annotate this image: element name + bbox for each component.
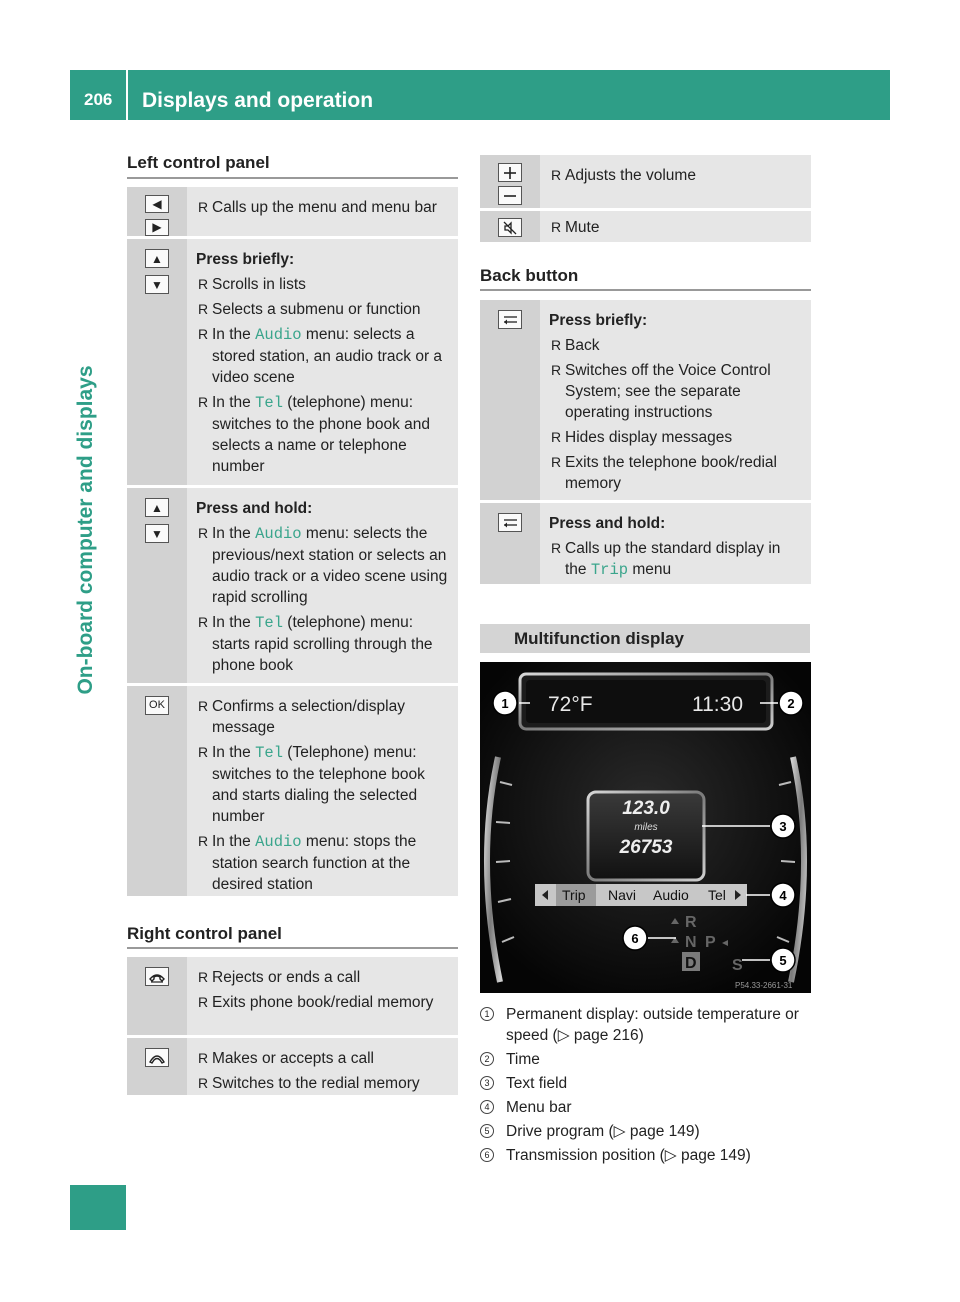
temperature-readout: 72°F xyxy=(548,693,593,716)
list-item xyxy=(196,523,451,608)
list-item: R Calls up the menu and menu bar xyxy=(196,197,451,218)
hang-up-icon xyxy=(145,967,169,986)
image-code: P54.33-2661-31 xyxy=(735,981,793,990)
list-item: R Rejects or ends a call xyxy=(196,967,451,988)
list-item: R Switches off the Voice Control System; see the separate operating instructions xyxy=(549,360,804,423)
up-arrow-key-icon: ▲ xyxy=(145,249,169,268)
gear-d: D xyxy=(685,955,697,972)
back-icon xyxy=(498,310,522,329)
audio-menu-code: Audio xyxy=(255,326,302,344)
list-item xyxy=(196,612,451,676)
left-panel-heading: Left control panel xyxy=(127,153,270,172)
list-item: R Exits the telephone book/redial memory xyxy=(549,452,804,494)
legend-text: Text field xyxy=(506,1075,568,1092)
key-cell xyxy=(480,503,540,584)
list-item: R Exits phone book/redial memory xyxy=(196,992,451,1013)
table-row xyxy=(127,239,458,488)
list-item: R Makes or accepts a call xyxy=(196,1048,451,1069)
text: (telephone) menu: starts rapid scrolling through the phone book xyxy=(212,614,433,674)
menu-audio: Audio xyxy=(653,887,689,903)
description-cell xyxy=(187,187,458,236)
description-cell xyxy=(187,957,458,1035)
table-row xyxy=(480,503,811,587)
description-cell xyxy=(187,1038,458,1095)
list-item xyxy=(196,742,451,827)
row-lead: Press briefly: xyxy=(549,312,648,329)
time-readout: 11:30 xyxy=(692,693,743,716)
text: In the xyxy=(212,525,256,542)
key-cell xyxy=(127,686,187,896)
table-row xyxy=(127,686,458,899)
legend-number: 4 xyxy=(480,1100,494,1114)
legend-item xyxy=(480,1073,815,1094)
list-item: R Back xyxy=(549,335,804,356)
callout-5 xyxy=(771,948,795,972)
table-row xyxy=(480,211,811,245)
callout-3 xyxy=(771,814,795,838)
list-item: R Switches to the redial memory xyxy=(196,1073,451,1094)
list-item: R Scrolls in lists xyxy=(196,274,451,295)
description-cell xyxy=(187,488,458,683)
legend-item xyxy=(480,1004,815,1046)
key-cell xyxy=(480,300,540,500)
key-cell xyxy=(127,1038,187,1095)
key-cell xyxy=(127,187,187,236)
plus-icon xyxy=(498,163,522,182)
legend-item xyxy=(480,1121,815,1142)
tel-menu-code: Tel xyxy=(255,614,283,632)
callout-legend xyxy=(480,1004,815,1169)
description-cell xyxy=(540,300,811,500)
key-cell xyxy=(127,239,187,485)
header-divider xyxy=(126,70,128,120)
odometer-value: 26753 xyxy=(619,837,673,858)
pick-up-icon xyxy=(145,1048,169,1067)
tel-menu-code: Tel xyxy=(255,394,283,412)
distance-unit: miles xyxy=(634,822,658,833)
side-tab-marker xyxy=(70,1185,126,1230)
trip-menu-code: Trip xyxy=(590,561,629,579)
section-rule xyxy=(480,289,811,291)
gear-p: P xyxy=(705,934,716,951)
text: Calls up the standard display in the xyxy=(565,540,781,578)
page-number: 206 xyxy=(84,90,113,109)
back-button-heading: Back button xyxy=(480,266,579,285)
table-row xyxy=(480,155,811,211)
instrument-cluster-photo xyxy=(480,662,811,993)
callout-1 xyxy=(493,691,517,715)
key-cell xyxy=(480,155,540,208)
description-cell xyxy=(540,211,811,242)
text: menu: selects a stored station, an audio track or a video scene xyxy=(212,326,443,386)
text: In the xyxy=(212,833,256,850)
key-cell xyxy=(127,957,187,1035)
text: menu: stops the station search function at the desired station xyxy=(212,833,417,893)
table-row xyxy=(127,488,458,686)
menu-tel: Tel xyxy=(708,887,726,903)
side-tab-label: On-board computer and displays xyxy=(74,365,97,695)
list-item: R Confirms a selection/display message xyxy=(196,696,451,738)
gear-r: R xyxy=(685,914,697,931)
left-arrow-key-icon: ◀ xyxy=(145,195,169,213)
legend-item xyxy=(480,1049,815,1070)
list-item xyxy=(196,324,451,388)
back-button-table xyxy=(480,300,811,587)
text: In the xyxy=(212,394,256,411)
table-row xyxy=(127,1038,458,1098)
page-title: Displays and operation xyxy=(142,89,374,112)
list-item: R Hides display messages xyxy=(549,427,804,448)
row-lead: Press and hold: xyxy=(549,515,666,532)
svg-text:6: 6 xyxy=(631,931,639,946)
table-row xyxy=(127,187,458,239)
svg-text:5: 5 xyxy=(779,953,787,968)
legend-item xyxy=(480,1145,815,1166)
text: menu: selects the previous/next station or selects an audio track or a video scene using rapid scrolling xyxy=(212,525,448,606)
list-item: R Mute xyxy=(549,217,804,238)
legend-text: Time xyxy=(506,1051,540,1068)
description-cell xyxy=(187,239,458,485)
list-item xyxy=(549,538,804,581)
row-lead: Press briefly: xyxy=(196,251,295,268)
audio-menu-code: Audio xyxy=(255,525,302,543)
trip-distance-value: 123.0 xyxy=(622,798,670,819)
drive-program-s: S xyxy=(732,957,743,974)
list-item xyxy=(196,392,451,477)
text: In the xyxy=(212,744,256,761)
multifunction-heading-bar xyxy=(480,624,810,653)
right-panel-table xyxy=(127,957,458,1098)
mute-icon xyxy=(498,218,522,237)
svg-text:3: 3 xyxy=(779,819,787,834)
down-arrow-key-icon: ▼ xyxy=(145,524,169,543)
right-arrow-key-icon: ▶ xyxy=(145,219,169,237)
up-arrow-key-icon: ▲ xyxy=(145,498,169,517)
callout-6 xyxy=(623,926,647,950)
svg-text:2: 2 xyxy=(787,696,795,711)
audio-menu-code: Audio xyxy=(255,833,302,851)
legend-text: Drive program (▷ page 149) xyxy=(506,1123,700,1140)
volume-table xyxy=(480,155,811,245)
section-rule xyxy=(127,947,458,949)
row-lead: Press and hold: xyxy=(196,500,313,517)
svg-text:4: 4 xyxy=(779,888,787,903)
legend-text: Menu bar xyxy=(506,1099,572,1116)
page-header xyxy=(70,70,890,120)
text: In the xyxy=(212,326,256,343)
callout-4 xyxy=(771,883,795,907)
callout-2 xyxy=(779,691,803,715)
description-cell xyxy=(540,155,811,208)
legend-number: 1 xyxy=(480,1007,494,1021)
key-cell xyxy=(127,488,187,683)
list-item: R Selects a submenu or function xyxy=(196,299,451,320)
tel-menu-code: Tel xyxy=(255,744,283,762)
legend-item xyxy=(480,1097,815,1118)
list-item xyxy=(196,831,451,895)
key-cell xyxy=(480,211,540,242)
multifunction-heading: Multifunction display xyxy=(514,629,684,648)
down-arrow-key-icon: ▼ xyxy=(145,275,169,294)
description-cell xyxy=(187,686,458,896)
right-panel-heading: Right control panel xyxy=(127,924,282,943)
legend-number: 2 xyxy=(480,1052,494,1066)
text: In the xyxy=(212,614,256,631)
menu-trip: Trip xyxy=(562,887,586,903)
text: (telephone) menu: switches to the phone book and selects a name or telephone number xyxy=(212,394,431,475)
ok-key-icon: OK xyxy=(145,696,169,715)
back-icon xyxy=(498,513,522,532)
legend-number: 5 xyxy=(480,1124,494,1138)
description-cell xyxy=(540,503,811,584)
legend-text: Permanent display: outside temperature or speed (▷ page 216) xyxy=(506,1006,799,1044)
table-row xyxy=(127,957,458,1038)
menu-navi: Navi xyxy=(608,887,637,903)
gear-n: N xyxy=(685,934,697,951)
minus-icon xyxy=(498,186,522,205)
text: menu xyxy=(628,561,672,578)
list-item: R Adjusts the volume xyxy=(549,165,804,186)
legend-number: 3 xyxy=(480,1076,494,1090)
legend-text: Transmission position (▷ page 149) xyxy=(506,1147,751,1164)
legend-number: 6 xyxy=(480,1148,494,1162)
table-row xyxy=(480,300,811,503)
text: (Telephone) menu: switches to the telephone book and starts dialing the selected number xyxy=(212,744,425,825)
section-rule xyxy=(127,177,458,179)
svg-text:1: 1 xyxy=(501,696,509,711)
left-panel-table xyxy=(127,187,458,899)
